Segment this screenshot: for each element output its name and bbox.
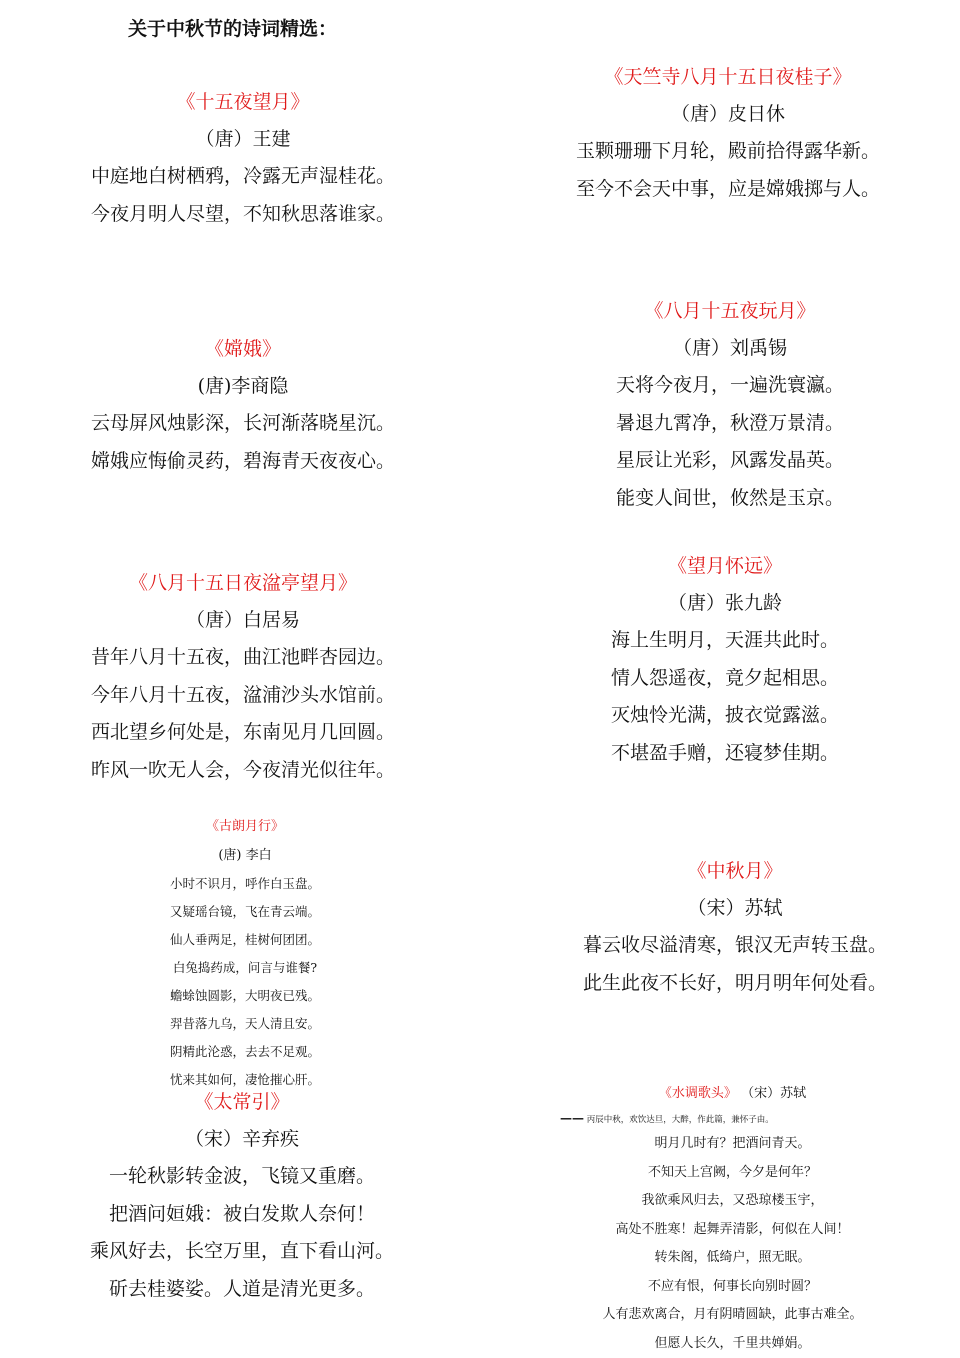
poem-author: (唐)李商隐	[78, 368, 408, 405]
poem-line: 我欲乘风归去，又恐琼楼玉宇，	[560, 1187, 905, 1216]
poem-title: 《八月十五夜玩月》	[595, 293, 865, 330]
preface-text: 丙辰中秋，欢饮达旦，大醉，作此篇，兼怀子由。	[587, 1115, 774, 1125]
poem-bayue-wanyue	[595, 293, 865, 517]
poem-line: 中庭地白树栖鸦，冷露无声湿桂花。	[78, 158, 408, 196]
poem-title: 《天竺寺八月十五日夜桂子》	[548, 59, 908, 96]
poem-taichang-yin	[72, 1084, 412, 1308]
poem-preface	[560, 1108, 905, 1130]
poem-title: 《古朗月行》	[140, 812, 350, 842]
poem-line: 高处不胜寒！起舞弄清影，何似在人间！	[560, 1216, 905, 1245]
poem-author: (唐) 李白	[140, 842, 350, 870]
poem-line: 蟾蜍蚀圆影，大明夜已残。	[140, 982, 350, 1010]
poem-line: 能变人间世，攸然是玉京。	[595, 480, 865, 518]
poem-author: （宋）苏轼	[565, 890, 905, 927]
poem-line: 明月几时有？把酒问青天。	[560, 1130, 905, 1159]
poem-penting-wangyue	[78, 565, 408, 789]
poem-line: 暑退九霄净，秋澄万景清。	[595, 405, 865, 443]
poem-title: 《中秋月》	[565, 853, 905, 890]
poem-author: （唐）白居易	[78, 602, 408, 639]
poem-line: 但愿人长久，千里共婵娟。	[560, 1330, 905, 1358]
poem-line: 又疑瑶台镜，飞在青云端。	[140, 898, 350, 926]
poem-line: 把酒问姮娥：被白发欺人奈何！	[72, 1196, 412, 1234]
poem-line: 斫去桂婆娑。人道是清光更多。	[72, 1271, 412, 1309]
poem-line: 白兔捣药成，问言与谁餐?	[140, 954, 350, 982]
poem-line: 灭烛怜光满，披衣觉露滋。	[590, 697, 860, 735]
poem-line: 阴精此沦惑，去去不足观。	[140, 1038, 350, 1066]
poem-author: （唐）王建	[78, 121, 408, 158]
poem-line: 昔年八月十五夜，曲江池畔杏园边。	[78, 639, 408, 677]
poem-title: 《太常引》	[72, 1084, 412, 1121]
poem-title: 《十五夜望月》	[78, 84, 408, 121]
poem-title: 《八月十五日夜湓亭望月》	[78, 565, 408, 602]
poem-line: 羿昔落九乌，天人清且安。	[140, 1010, 350, 1038]
poem-line: 云母屏风烛影深，长河渐落晓星沉。	[78, 405, 408, 443]
poem-line: 一轮秋影转金波，飞镜又重磨。	[72, 1158, 412, 1196]
poem-author: （唐）刘禹锡	[595, 330, 865, 367]
poem-shiwuye-wangyue	[78, 84, 408, 233]
poem-line: 星辰让光彩，风露发晶英。	[595, 442, 865, 480]
poem-shuidiao-getou	[560, 1080, 905, 1352]
poem-line: 嫦娥应悔偷灵药，碧海青天夜夜心。	[78, 443, 408, 481]
poem-line: 情人怨遥夜，竟夕起相思。	[590, 660, 860, 698]
poem-line: 人有悲欢离合，月有阴晴圆缺，此事古难全。	[560, 1301, 905, 1330]
poem-title: 《水调歌头》	[659, 1086, 737, 1101]
poem-change	[78, 331, 408, 480]
poem-title: 《望月怀远》	[590, 548, 860, 585]
poem-header	[560, 1080, 905, 1108]
poem-line: 不堪盈手赠，还寝梦佳期。	[590, 735, 860, 773]
poem-tianzhusi-guizi	[548, 59, 908, 208]
poem-author: （唐）张九龄	[590, 585, 860, 622]
poem-wangyue-huaiyuan	[590, 548, 860, 772]
poem-line: 海上生明月，天涯共此时。	[590, 622, 860, 660]
poem-line: 西北望乡何处是，东南见月几回圆。	[78, 714, 408, 752]
poem-line: 乘风好去，长空万里，直下看山河。	[72, 1233, 412, 1271]
poem-line: 忧来其如何，凄怆摧心肝。	[140, 1066, 350, 1094]
poem-line: 至今不会天中事，应是嫦娥掷与人。	[548, 171, 908, 209]
poem-line: 暮云收尽溢清寒，银汉无声转玉盘。	[565, 927, 905, 965]
poem-line: 玉颗珊珊下月轮，殿前拾得露华新。	[548, 133, 908, 171]
poem-author: （宋）辛弃疾	[72, 1121, 412, 1158]
poem-line: 不应有恨，何事长向别时圆？	[560, 1273, 905, 1302]
poem-line: 此生此夜不长好，明月明年何处看。	[565, 965, 905, 1003]
poem-author: （宋）苏轼	[741, 1086, 806, 1101]
poem-line: 仙人垂两足，桂树何团团。	[140, 926, 350, 954]
poem-line: 天将今夜月，一遍洗寰瀛。	[595, 367, 865, 405]
poem-line: 不知天上宫阙，今夕是何年？	[560, 1159, 905, 1188]
poem-line: 今夜月明人尽望，不知秋思落谁家。	[78, 196, 408, 234]
poem-line: 今年八月十五夜，湓浦沙头水馆前。	[78, 677, 408, 715]
poem-line: 昨风一吹无人会，今夜清光似往年。	[78, 752, 408, 790]
poem-line: 转朱阁，低绮户，照无眠。	[560, 1244, 905, 1273]
preface-dash: ——	[560, 1111, 584, 1125]
poem-zhongqiu-yue	[565, 853, 905, 1002]
poem-title: 《嫦娥》	[78, 331, 408, 368]
poem-author: （唐）皮日休	[548, 96, 908, 133]
page-heading: 关于中秋节的诗词精选：	[128, 14, 337, 41]
poem-gulang-yuexing	[140, 812, 350, 1074]
poem-line: 小时不识月，呼作白玉盘。	[140, 870, 350, 898]
